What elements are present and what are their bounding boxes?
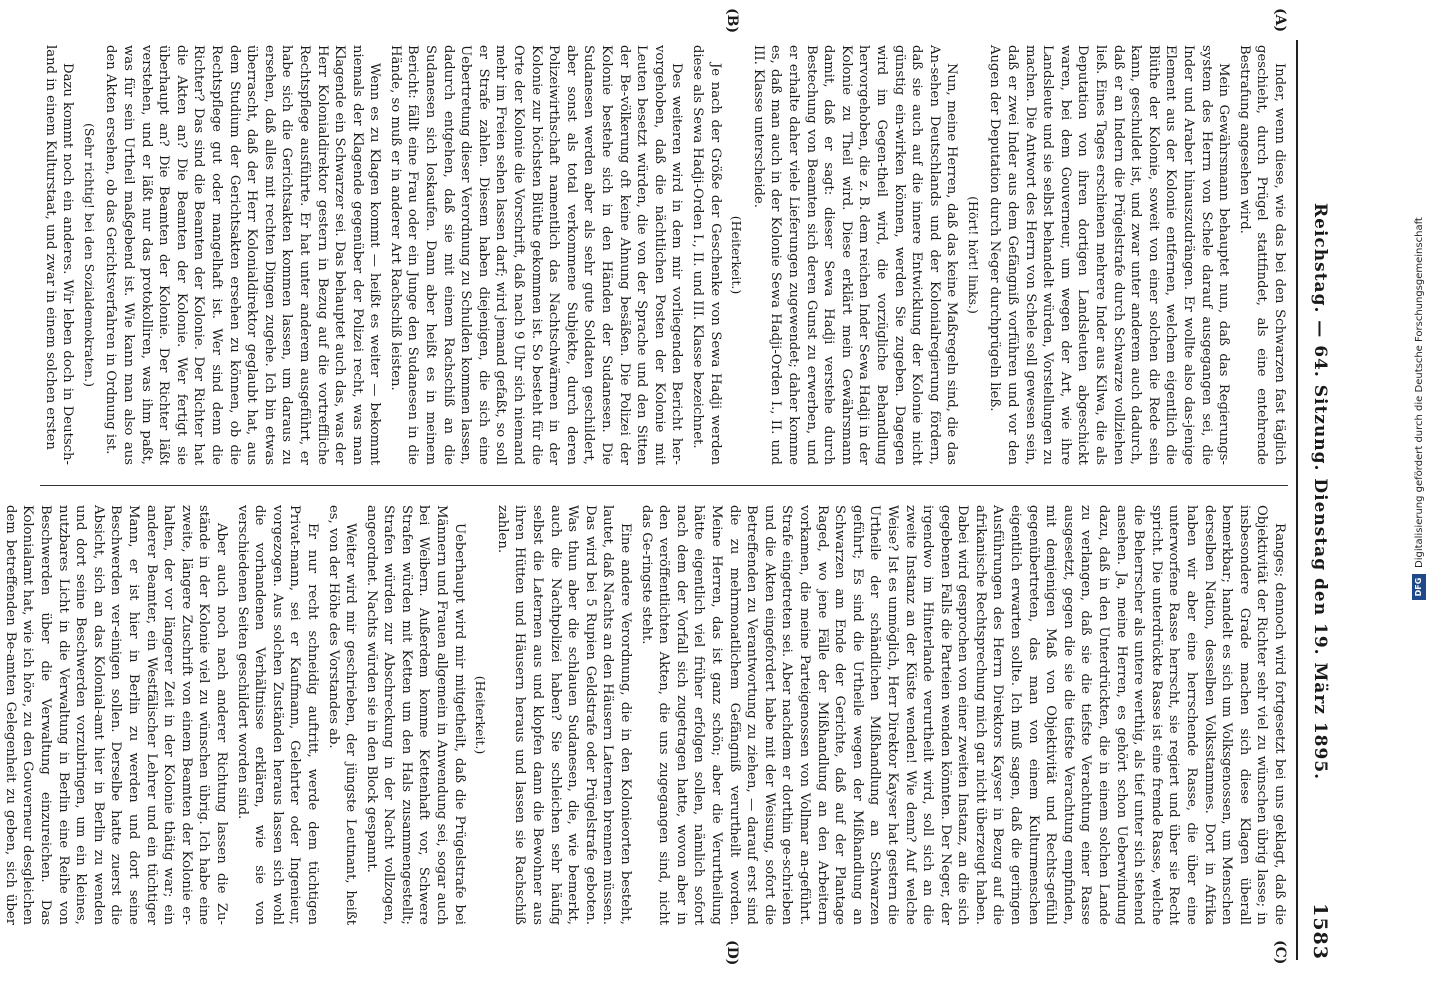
page-header: [1300, 40, 1340, 960]
left-column-paragraph: Mein Gewährsmann behauptet nun, daß das Regierungs-system des Herrn von Schele darauf ausgegangen sei, die Inder und Araber hinauszudrängen. Er wollte also das-jenige Element aus der Kolonie entfernen, welchem eigentlich die Blüthe der Kolonie, soweit von einer solchen die Rede sein kann, geschuldet ist, und zwar unter anderem auch dadurch, daß er an Indern die Prügelstrafe durch Schwarze vollziehen ließ. Eines Tages erschienen mehrere Inder aus Kilwa, die als Deputation von ihren dortigen Landsleuten abgeschickt waren, bei dem Gouverneur, um wegen der Art, wie ihre Landsleute und sie selbst behandelt würden, Vorstellungen zu machen. Die Antwort des Herrn von Schele soll gewesen sein, daß er zwei Inder aus dem Gefängniß vorführen und vor den Augen der Deputation durch Neger durchprügeln ließ.: [987, 45, 1232, 465]
left-column-paragraph: Nun, meine Herren, daß das keine Maßregeln sind, die das An-sehen Deutschlands und der Kolonialregierung fördern, daß sie auch auf die innere Entwicklung der Kolonie nicht günstig ein-wirken können, werden Sie zugeben. Dagegen wird im Gegen-theil wird, die vorzügliche Behandlung hervorgehoben, die z. B. dem reichen Inder Sewa Hadji in der Kolonie zu Theil wird. Diese erklärt mein Gewährsmann damit, daß er sagt: dieser Sewa Hadji verstehe durch Bestechung von Beamten sich deren Gunst zu erwerben, und er erhalte daher viele Lieferungen zugewendet; daher komme es, daß man auch in der Kolonie Sewa Hadji-Orden I., II. und III. Klasse unterscheide.: [750, 45, 960, 465]
left-column-paragraph: Je nach der Größe der Geschenke von Sewa Hadji werden diese als Sewa Hadji-Orden I., II. und III. Klasse bezeichnet.: [690, 45, 723, 465]
left-column: [40, 45, 1288, 465]
dfg-logo: DFG: [1412, 574, 1426, 600]
footer-text: Digitalisierung gefördert durch die Deutsche Forschungsgemeinschaft: [1413, 217, 1425, 568]
page-number: 1583: [1309, 903, 1331, 960]
right-column-paragraph: (Heiterkeit.): [473, 675, 489, 755]
digitization-footer: [1410, 210, 1428, 600]
left-column-paragraph: Des weiteren wird in dem mir vorliegenden Bericht her-vorgehoben, daß die nächtlichen Posten der Kolonie mit Leuten besetzt würden, die von der Sprache und den Sitten der Be-völkerung oft keine Ahnung besäßen. Die Polizei der Kolonie bestehe sich in den Händen der Sudanesen. Die Sudanesen werden aber als sehr gute Soldaten geschildert, aber sonst als total verkommene Subjekte, durch deren Polizeiwirthschaft namentlich das Nachtschwärmen in der Kolonie zur höchsten Blüthe gekommen ist. So besteht für die Orte der Kolonie die Vorschrift, daß nach 9 Uhr sich niemand mehr im Freien sehen lassen darf; wird jemand gefaßt, so soll er Strafe zahlen. Diesem haben diejenigen, die sich eine Uebertretung dieser Verordnung zu Schulden kommen lassen, dadurch entgehen, daß sie mit einem Rachschiß an die Sudanesen sich loskaufen. Dann aber heißt es in meinem Bericht: fällt eine Frau oder ein Junge den Sudanesen in die Hände, so muß er in anderer Art Rachschiß leisten.: [387, 45, 685, 465]
left-column-paragraph: Wenn es zu Klagen kommt — heißt es weiter — bekommt niemals der Klagende gegenüber der Polizei recht, was man Klagende ein Schwarzer sei. Das behauptet auch das, was der Herr Kolonialdirektor gestern in Bezug auf die vortreffliche Rechtspflege ausführte. Er hat unter anderem ausgeführt, er habe sich die Gerichtsakten kommen lassen, um daraus zu ersehen, daß alles mit rechten Dingen zugehe. Ich bin etwas überrascht, daß der Herr Kolonialdirektor geglaubt hat, aus dem Studium der Gerichtsakten ersehen zu können, ob die Rechtspflege gut oder mangelhaft ist. Wer sind denn die Richter? Das sind die Beamten der Kolonie. Der Richter hat die Akten an? Die Beamten der Kolonie. Wer fertigt sie überhaupt an? Die Beamten der Kolonie. Der Richter läßt verstehen, und er läßt nur das protokolliren, was ihm paßt, was für sein Urtheil maßgebend ist. Wie kann man also aus den Akten ersehen, ob das Gerichtsverfahren in Ordnung ist.: [103, 45, 383, 465]
right-column-paragraph: Aber auch noch nach anderer Richtung lassen die Zu-stände in der Kolonie viel zu wünschen übrig. Ich habe eine zweite, längere Zuschrift von einem Beamten der Kolonie er-halten, der vor längerer Zeit in der Kolonie thätig war; ein anderer Beamter, ein Westfälischer Lehrer und ein tüchtiger Mann, er ist hier in Berlin zu werden und dort seine Beschwerden ver-einigen sollen. Derselbe hatte zuerst die Absicht, sich an das Kolonial-amt hier in Berlin zu wenden und dort seine Beschwerden vorzubringen, um ein kleines, nutzbares Licht in die Verwaltung in Berlin eine Reihe von Beschwerden über die Verwaltung einzureichen. Das Kolonialamt hat, wie ich höre, zu den Gouverneur desgleichen dem betreffenden Be-amten Gelegenheit zu geben, sich über: [2, 505, 229, 925]
margin-marker-c: (C): [1272, 940, 1288, 965]
right-column-paragraph: Ueberhaupt wird mir mitgetheilt, daß die Prügelstrafe bei Männern und Frauen allgemein in Anwendung sei, sogar auch bei Weibern. Außerdem komme Kettenhaft vor, Schwere Strafen würden mit Ketten um den Hals zusammengestellt; Strafen würden zur Abschreckung in der Nacht vollzogen, angeordnet. Nachts würden sie in den Block gespannt.: [363, 505, 467, 925]
left-column-paragraph: (Sehr richtig! bei den Sozialdemokraten.): [81, 123, 97, 387]
right-column-paragraph: Ranges; dennoch wird fortgesetzt bei uns geklagt, daß die Objektivität der Richter sehr viel zu wünschen übrig lasse; in insbesondere Grade machen sich diese Klagen überall bemerkbar; handelt es sich um Volksgenossen, um Menschen derselben Nation, desselben Volksstammes. Dort in Afrika haben wir aber eine herrschende Rasse, die über eine unterworfene Rasse herrscht, sie regiert und über sie Recht spricht. Die unterdrückte Rasse ist eine fremde Rasse, welche die Beherrscher als untere werthig, als tief unter sich stehend ansehen. Ja, meine Herren, es gehört schon Ueberwindung dazu, daß in den Unterdrückten, die in einem solchen Lande zu verlangen, daß sie die tiefste Verachtung einer Rasse ausgesetzt, gegen die sie die tiefste Verachtung empfinden, mit demjenigen Maß von Objektivität und Rechts-gefühl gegenübertreten, das man von einem Kulturmenschen eigentlich erwarten sollte. Ich muß sagen, daß die geringen Ausführungen des Herrn Direktors Kayser in Bezug auf die afrikanische Rechtsprechung mich gar nicht überzeugt haben. Dabei wird gesprochen von einer zweiten Instanz, an die sich gegebenen Falls die Parteien wenden könnten. Der Neger, der irgendwo im Hinterlande verurtheilt wird, soll sich an die zweite Instanz an der Küste wenden! Wie denn? Auf welche Weise? Ist es unmöglich, Herr Direktor Kayser hat gestern die Urtheile der schändlichen Mißhandlung an Schwarzen geführt; Es sind die Urtheile wegen der Mißhandlung an Schwarzen am Ende der Gerichte, daß auf der Plantage Raged, wo jene Fälle der Mißhandlung an den Arbeitern vorkamen, die meine Parteigenossen von Vollmar an-geführt. Strafe eingetreten sei. Aber nachdem er dorthin ge-schrieben und die Akten eingefordert habe mit der Weisung, sofort die Betreffenden zu Verantwortung zu ziehen, — darauf erst sind die zu mehrmonatlichem Gefängniß verurtheilt worden. Meine Herren, das ist ganz schön; aber die Verurtheilung hätte eigentlich viel früher erfolgen sollen, nämlich sofort nach dem der Vorfall sich zugetragen hatte, wovon aber in den veröffentlichten Akten, die uns zugegangen sind, nicht das Ge-ringste steht.: [638, 505, 1287, 925]
left-column-paragraph: (Heiterkeit.): [729, 215, 745, 295]
right-column: [2, 505, 1288, 925]
column-divider: [40, 485, 1288, 486]
right-column-paragraph: Eine andere Verordnung, die in den Kolonieorten besteht, lautet, daß Nachts an den Häusern Laternen brennen müssen. Das wird bei 5 Rupien Geldstrafe oder Prügelstrafe geboten. Was thun aber die schlauen Sudanesen, die, wie bemerkt, auch die Nachtpolizei haben? Sie schleichen sehr häufig selbst die Laternen aus und klopfen dann die Bewohner aus ihren Hütten und Häusern heraus und lassen sie Rachschiß zahlen.: [494, 505, 634, 925]
header-rule: [1296, 40, 1298, 960]
left-column-paragraph: Inder, wenn diese, wie das bei den Schwarzen fast täglich geschieht, durch Prügel stattfindet, als eine entehrende Bestrafung angesehen wird.: [1236, 45, 1287, 465]
left-column-paragraph: (Hört! hört! links.): [965, 196, 981, 314]
margin-marker-d: (D): [724, 940, 740, 966]
margin-marker-a: (A): [1272, 8, 1288, 33]
right-column-paragraph: Weiter wird mir geschrieben, der jüngste Leutnant, heißt es, von der Höhe des Vorstandes ab.: [325, 505, 359, 925]
margin-marker-b: (B): [724, 8, 740, 34]
left-column-paragraph: Dazu kommt noch ein anderes. Wir leben doch in Deutsch-land in einem Kulturstaat, und zwar in einem solchen ersten: [42, 45, 76, 465]
page-title: Reichstag. — 64. Sitzung. Dienstag den 19. März 1895.: [1310, 203, 1330, 781]
right-column-paragraph: Er nur recht schneidig auftritt, werde dem tüchtigen Privat-mann, sei er Kaufmann, Gelehrter oder Ingenieur, vorgezogen. Aus solchen Zuständen heraus lassen sich wohl die vorhandenen Verhältnisse erklären, wie sie von verschiedenen Seiten geschildert worden sind.: [234, 505, 320, 925]
